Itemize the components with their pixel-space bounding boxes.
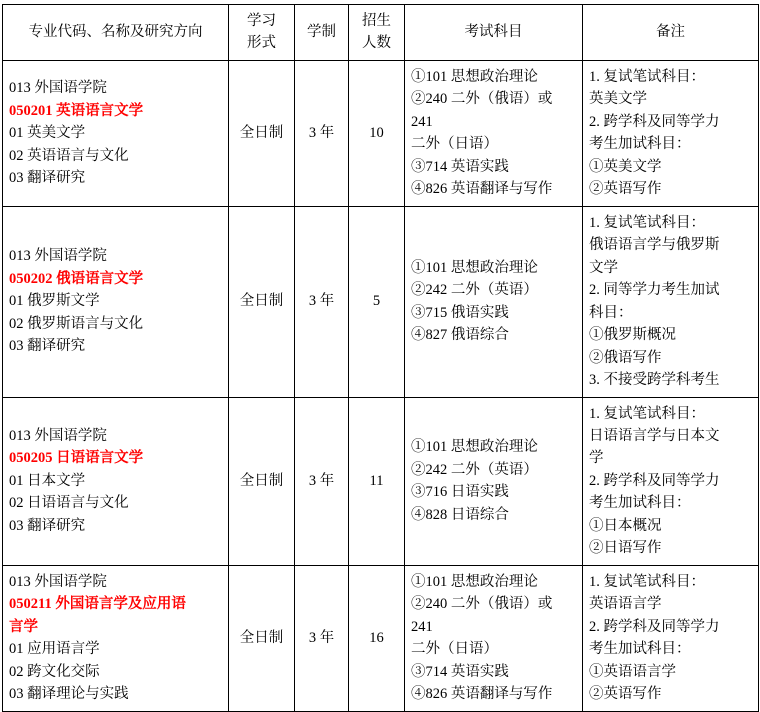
table-body [3, 60, 759, 711]
exam-subject-line: ①101 思想政治理论 [411, 439, 538, 456]
research-direction: 03 翻译理论与实践 [9, 686, 129, 703]
major-cell [3, 565, 229, 711]
remark-line: 英语语言学 [589, 596, 662, 613]
major-code-name: 050201 英语语言文学 [9, 102, 144, 119]
exam-subject-line: ②242 二外（英语） [411, 282, 538, 299]
remarks-cell [583, 565, 759, 711]
table-row [3, 206, 759, 397]
remark-line: 俄语语言学与俄罗斯 [589, 237, 720, 254]
major-cell [3, 60, 229, 206]
header-subjects-label: 考试科目 [464, 24, 523, 41]
exam-subject-line: ③714 英语实践 [411, 158, 509, 175]
remark-line: 2. 跨学科及同等学力 [589, 618, 720, 635]
remark-line: 学 [589, 450, 604, 467]
research-direction: 03 翻译研究 [9, 170, 86, 187]
remarks-cell [583, 60, 759, 206]
header-years [295, 5, 349, 61]
exam-subjects-cell [405, 565, 583, 711]
remark-line: ①英美文学 [589, 158, 662, 175]
study-form-cell: 全日制 [229, 565, 295, 711]
college-name: 013 外国语学院 [9, 248, 107, 265]
years-cell: 3 年 [295, 565, 349, 711]
remark-line: 1. 复试笔试科目： [589, 68, 705, 85]
admissions-table [2, 4, 759, 712]
remark-line: 科目： [589, 304, 633, 321]
header-count-line1: 招生 [362, 13, 391, 29]
exam-subject-line: 二外（日语） [411, 136, 498, 153]
remark-line: ②俄语写作 [589, 349, 662, 366]
remark-line: ①日本概况 [589, 517, 662, 534]
remark-line: 考生加试科目： [589, 641, 691, 658]
major-cell [3, 397, 229, 565]
header-study-form-line2: 形式 [247, 35, 276, 52]
header-remarks-label: 备注 [656, 24, 685, 41]
enrollment-count-cell: 10 [349, 60, 405, 206]
header-years-label: 学制 [307, 24, 336, 41]
remark-line: 1. 复试笔试科目： [589, 405, 705, 422]
remark-line: ②日语写作 [589, 540, 662, 557]
college-name: 013 外国语学院 [9, 573, 107, 590]
major-code-name: 050211 外国语言学及应用语 [9, 596, 186, 613]
table-header [3, 5, 759, 61]
remark-line: 3. 不接受跨学科考生 [589, 372, 720, 389]
exam-subject-line: ④827 俄语综合 [411, 327, 509, 344]
exam-subject-line: ④826 英语翻译与写作 [411, 686, 553, 703]
exam-subjects-cell [405, 206, 583, 397]
research-direction: 02 跨文化交际 [9, 663, 100, 680]
study-form-cell: 全日制 [229, 206, 295, 397]
remarks-cell [583, 397, 759, 565]
enrollment-count-cell: 11 [349, 397, 405, 565]
research-direction: 01 俄罗斯文学 [9, 293, 100, 310]
header-subjects [405, 5, 583, 61]
table-row [3, 565, 759, 711]
research-direction: 02 俄罗斯语言与文化 [9, 315, 144, 332]
college-name: 013 外国语学院 [9, 80, 107, 97]
remark-line: 日语语言学与日本文 [589, 427, 720, 444]
header-row [3, 5, 759, 61]
college-name: 013 外国语学院 [9, 427, 107, 444]
header-major [3, 5, 229, 61]
enrollment-count-cell: 16 [349, 565, 405, 711]
header-count-line2: 人数 [362, 35, 391, 52]
exam-subject-line: ②240 二外（俄语）或 241 [411, 91, 556, 130]
document-page [0, 4, 760, 712]
table-row [3, 60, 759, 206]
header-remarks [583, 5, 759, 61]
remark-line: 考生加试科目： [589, 136, 691, 153]
exam-subjects-cell [405, 60, 583, 206]
header-study-form-line1: 学习 [247, 13, 276, 29]
exam-subject-line: ③716 日语实践 [411, 484, 509, 501]
remark-line: 2. 同等学力考生加试 [589, 282, 720, 299]
exam-subject-line: ③715 俄语实践 [411, 304, 509, 321]
remark-line: 文学 [589, 259, 618, 276]
research-direction: 03 翻译研究 [9, 338, 86, 355]
research-direction: 03 翻译研究 [9, 517, 86, 534]
remark-line: 英美文学 [589, 91, 647, 108]
table-row [3, 397, 759, 565]
exam-subject-line: ④828 日语综合 [411, 506, 509, 523]
header-study-form [229, 5, 295, 61]
major-cell [3, 206, 229, 397]
exam-subjects-cell [405, 397, 583, 565]
remark-line: ②英语写作 [589, 181, 662, 198]
research-direction: 02 英语语言与文化 [9, 147, 129, 164]
remark-line: ①俄罗斯概况 [589, 327, 676, 344]
years-cell: 3 年 [295, 60, 349, 206]
remark-line: 2. 跨学科及同等学力 [589, 472, 720, 489]
exam-subject-line: ②242 二外（英语） [411, 461, 538, 478]
major-code-name: 050205 日语语言文学 [9, 450, 144, 467]
header-count [349, 5, 405, 61]
research-direction: 02 日语语言与文化 [9, 495, 129, 512]
remarks-cell [583, 206, 759, 397]
study-form-cell: 全日制 [229, 397, 295, 565]
study-form-cell: 全日制 [229, 60, 295, 206]
enrollment-count-cell: 5 [349, 206, 405, 397]
years-cell: 3 年 [295, 206, 349, 397]
research-direction: 01 应用语言学 [9, 641, 100, 658]
remark-line: 1. 复试笔试科目： [589, 573, 705, 590]
remark-line: ②英语写作 [589, 686, 662, 703]
remark-line: ①英语语言学 [589, 663, 676, 680]
exam-subject-line: ①101 思想政治理论 [411, 68, 538, 85]
research-direction: 01 英美文学 [9, 125, 86, 142]
research-direction: 01 日本文学 [9, 472, 86, 489]
header-major-label: 专业代码、名称及研究方向 [28, 24, 203, 41]
exam-subject-line: ③714 英语实践 [411, 663, 509, 680]
remark-line: 考生加试科目： [589, 495, 691, 512]
years-cell: 3 年 [295, 397, 349, 565]
remark-line: 1. 复试笔试科目： [589, 214, 705, 231]
exam-subject-line: ①101 思想政治理论 [411, 259, 538, 276]
exam-subject-line: ①101 思想政治理论 [411, 573, 538, 590]
remark-line: 2. 跨学科及同等学力 [589, 113, 720, 130]
exam-subject-line: 二外（日语） [411, 641, 498, 658]
exam-subject-line: ④826 英语翻译与写作 [411, 181, 553, 198]
exam-subject-line: ②240 二外（俄语）或 241 [411, 596, 556, 635]
major-code-name-cont: 言学 [9, 618, 38, 635]
major-code-name: 050202 俄语语言文学 [9, 270, 144, 287]
